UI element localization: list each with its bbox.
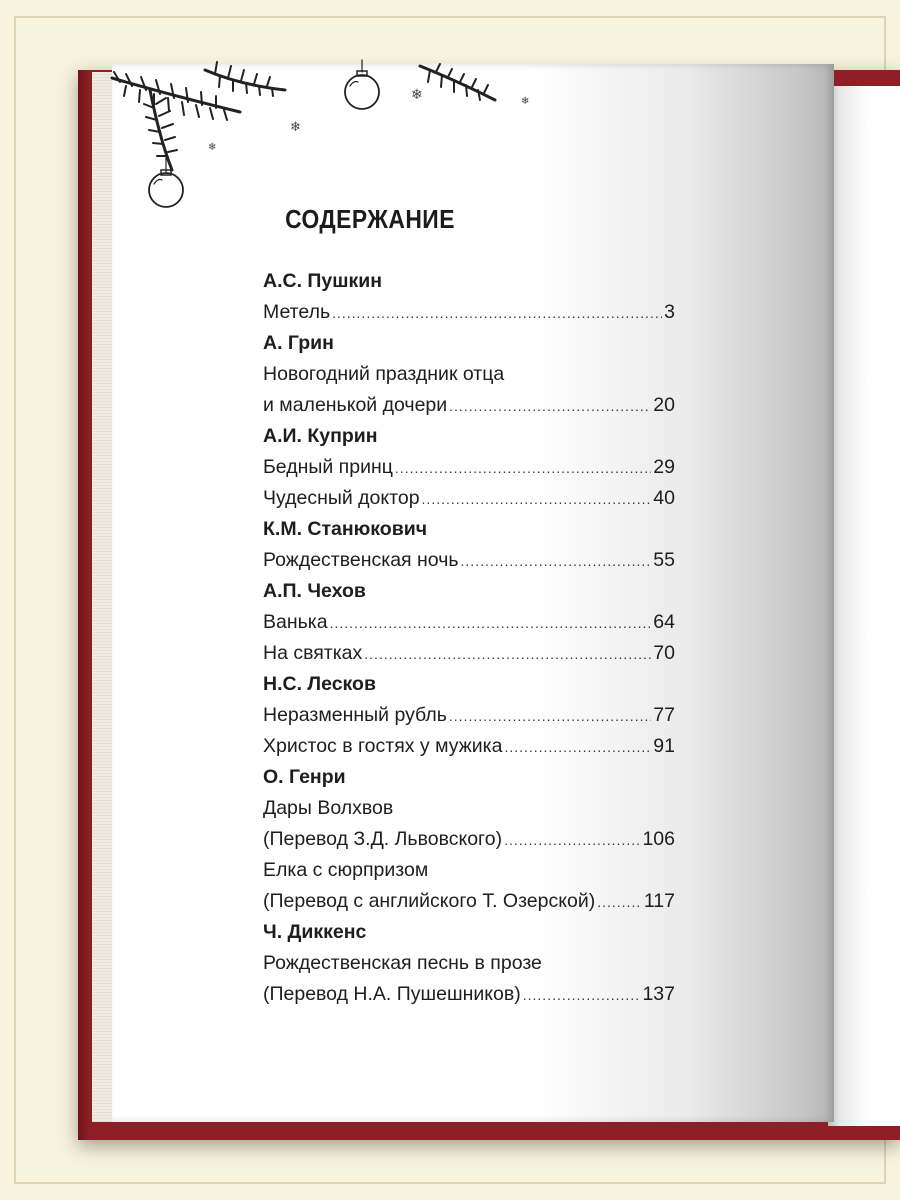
toc-entry — [263, 607, 675, 638]
dot-leader — [449, 701, 651, 732]
toc-page-number: 117 — [643, 890, 675, 912]
toc-entry-title: Бедный принц — [263, 456, 393, 478]
dot-leader — [449, 391, 651, 422]
dot-leader — [504, 825, 640, 856]
toc-page-number: 106 — [642, 828, 675, 850]
toc-entry — [263, 731, 675, 762]
toc-page-number: 20 — [653, 394, 675, 416]
toc-author: А.И. Куприн — [263, 425, 378, 447]
dot-leader — [504, 732, 651, 763]
toc-entry — [263, 824, 675, 855]
toc-entry — [263, 700, 675, 731]
toc-entry — [263, 638, 675, 669]
toc-page-number: 55 — [653, 549, 675, 571]
toc-entry-title: Новогодний праздник отца — [263, 363, 505, 385]
snowflake-icon: ❄ — [411, 87, 423, 103]
dot-leader — [332, 298, 662, 329]
toc-entry-title: и маленькой дочери — [263, 394, 448, 416]
toc-entry-title: Чудесный доктор — [263, 487, 420, 509]
toc-page-number: 91 — [653, 735, 675, 757]
snowflake-icon: ❄ — [208, 142, 217, 153]
toc-entry — [263, 979, 675, 1010]
dot-leader — [523, 980, 641, 1011]
toc-entry — [263, 359, 675, 390]
toc-entry-title: Ванька — [263, 611, 328, 633]
dot-leader — [461, 546, 652, 577]
toc-page-number: 137 — [642, 983, 675, 1005]
snowflake-icon: ❄ — [290, 120, 301, 135]
dot-leader — [330, 608, 652, 639]
toc-entry — [263, 948, 675, 979]
toc-entry-title: (Перевод Н.А. Пушешников) — [263, 983, 521, 1005]
toc-entry-title: Христос в гостях у мужика — [263, 735, 503, 757]
toc-page-number: 40 — [653, 487, 675, 509]
toc-entry-title: (Перевод З.Д. Львовского) — [263, 828, 503, 850]
toc-author: А. Грин — [263, 332, 334, 354]
toc-author: Н.С. Лесков — [263, 673, 376, 695]
toc-author: К.М. Станюкович — [263, 518, 428, 540]
toc-author: А.С. Пушкин — [263, 270, 383, 292]
toc-entry-title: Рождественская ночь — [263, 549, 459, 571]
toc-author: А.П. Чехов — [263, 580, 366, 602]
dot-leader — [395, 453, 651, 484]
toc-entry-title: Рождественская песнь в прозе — [263, 952, 542, 974]
toc-entry-title: Дары Волхвов — [263, 797, 394, 819]
toc-entry — [263, 793, 675, 824]
toc-page-number: 29 — [653, 456, 675, 478]
toc-page-number: 70 — [653, 642, 675, 664]
toc-entry — [263, 390, 675, 421]
toc-entry-title: На святках — [263, 642, 363, 664]
dot-leader — [422, 484, 652, 515]
toc-entry-title: Метель — [263, 301, 331, 323]
toc-entry — [263, 855, 675, 886]
dot-leader — [597, 887, 642, 918]
toc-page-number: 77 — [653, 704, 675, 726]
dot-leader — [364, 639, 651, 670]
toc-entry — [263, 483, 675, 514]
toc-entry — [263, 545, 675, 576]
table-of-contents — [263, 266, 675, 1010]
toc-entry — [263, 452, 675, 483]
toc-page-number: 3 — [664, 301, 675, 323]
toc-entry-title: Елка с сюрпризом — [263, 859, 429, 881]
page-title: СОДЕРЖАНИЕ — [285, 204, 455, 234]
toc-author: Ч. Диккенс — [263, 921, 367, 943]
toc-entry-title: (Перевод с английского Т. Озерской) — [263, 890, 596, 912]
toc-entry-title: Неразменный рубль — [263, 704, 447, 726]
snowflake-icon: ❄ — [521, 96, 530, 107]
toc-entry — [263, 297, 675, 328]
toc-author: О. Генри — [263, 766, 346, 788]
toc-page-number: 64 — [653, 611, 675, 633]
toc-entry — [263, 886, 675, 917]
